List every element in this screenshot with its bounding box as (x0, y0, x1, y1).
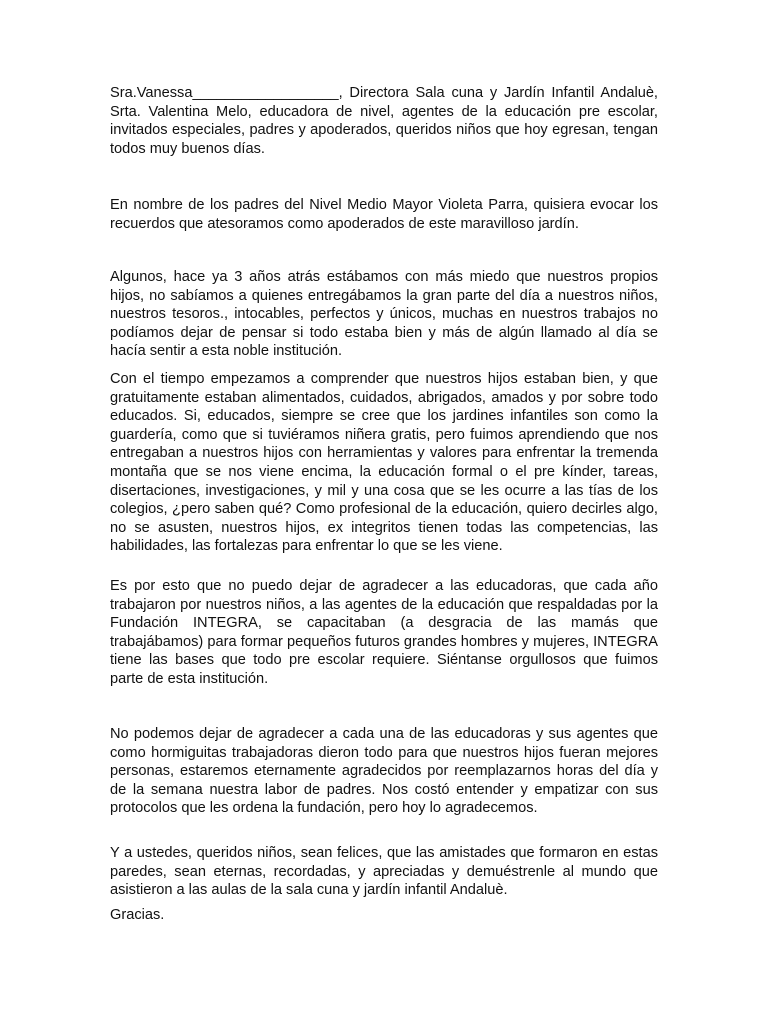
education-paragraph: Con el tiempo empezamos a comprender que nuestros hijos estaban bien, y que gratuitamente estaban alimentados, cuidados, abrigados, amados y por sobre todo educados. Si, educados, siempre se cree que los jardines infantiles son como la guardería, como que si tuviéramos niñera gratis, pero fuimos aprendiendo que nos entregaban a nuestros hijos con herramientas y valores para enfrentar la tremenda montaña que se nos viene encima, la educación formal o el pre kínder, tareas, disertaciones, investigaciones, y mil y una cosa que se les ocurre a las tías de los colegios, ¿pero saben qué? Como profesional de la educación, quiero decirles algo, no se asusten, nuestros hijos, ex integritos tienen todas las competencias, las habilidades, las fortalezas para enfrentar lo que se les viene. (110, 371, 658, 555)
closing-thanks: Gracias. (110, 907, 165, 923)
gratitude-educators-paragraph: No podemos dejar de agradecer a cada una de las educadoras y sus agentes que como hormiguitas trabajadoras dieron todo para que nuestros hijos fueran mejores personas, estaremos eternamente agradecidos por reemplazarnos horas del día y de la semana nuestra labor de padres. Nos costó entender y empatizar con sus protocolos que les ordena la fundación, pero hoy lo agradecemos. (110, 726, 658, 817)
gratitude-integra-paragraph: Es por esto que no puedo dejar de agradecer a las educadoras, que cada año trabajaron por nuestros niños, a las agentes de la educación que respaldadas por la Fundación INTEGRA, se capacitaban (a desgracia de las mamás que trabajábamos) para formar pequeños futuros grandes hombres y mujeres, INTEGRA tiene las bases que todo pre escolar requiere. Siéntanse orgullosos que fuimos parte de esta institución. (110, 578, 658, 687)
children-paragraph: Y a ustedes, queridos niños, sean felices, que las amistades que formaron en estas paredes, sean eternas, recordadas, y apreciadas y demuéstrenle al mundo que asistieron a las aulas de la sala cuna y jardín infantil Andaluè. (110, 845, 658, 899)
memories-paragraph: Algunos, hace ya 3 años atrás estábamos con más miedo que nuestros propios hijos, no sabíamos a quienes entregábamos la gran parte del día a nuestros niños, nuestros tesoros., intocables, perfectos y únicos, muchas en nuestros trabajos no podíamos dejar de pensar si todo estaba bien y más de algún llamado al día se hacía sentir a esta noble institución. (110, 269, 658, 360)
greeting-paragraph: Sra.Vanessa__________________, Directora Sala cuna y Jardín Infantil Andaluè, Srta. Valentina Melo, educadora de nivel, agentes de la educación pre escolar, invitados especiales, padres y apoderados, queridos niños que hoy egresan, tengan todos muy buenos días. (110, 85, 658, 157)
intro-paragraph: En nombre de los padres del Nivel Medio Mayor Violeta Parra, quisiera evocar los recuerdos que atesoramos como apoderados de este maravilloso jardín. (110, 197, 658, 232)
